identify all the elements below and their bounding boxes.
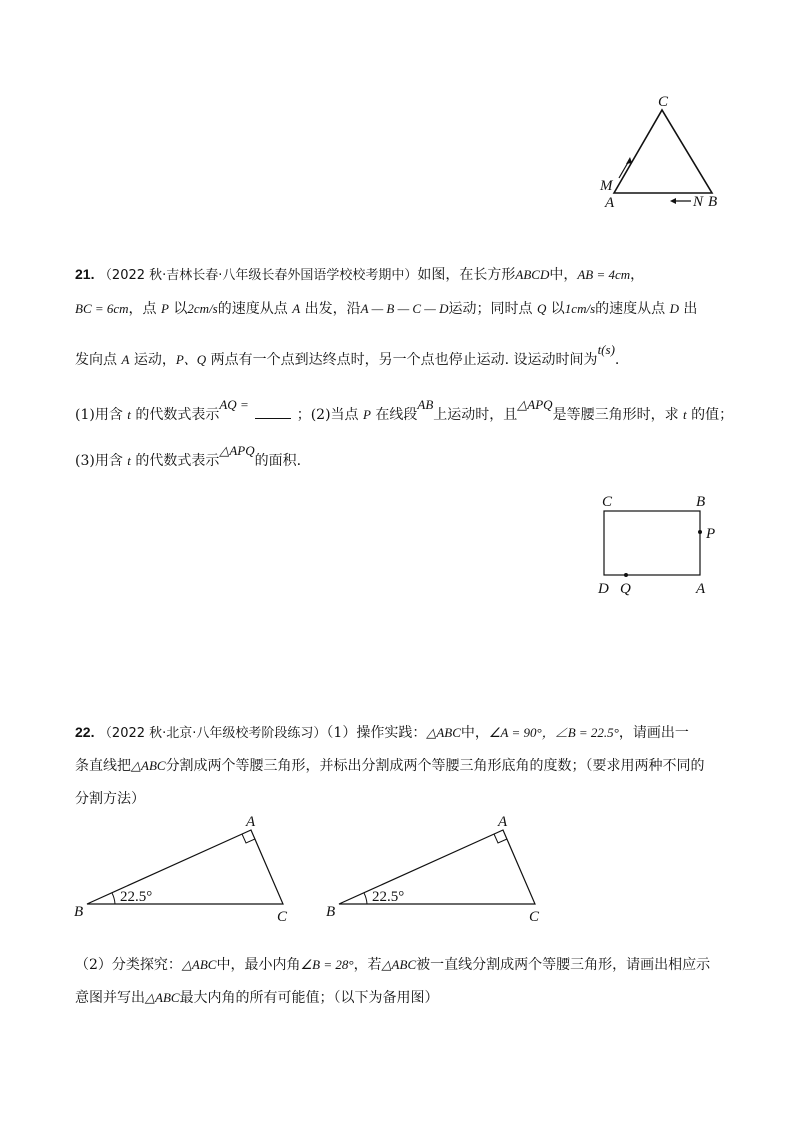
label-b: B (708, 194, 718, 210)
q22-text: 意图并写出 (75, 990, 145, 1006)
figure-triangle-left (70, 810, 300, 925)
triangle-abc-outline (614, 110, 712, 193)
label-angle: 22.5° (120, 889, 153, 905)
label-a: A (605, 195, 615, 211)
label-c: C (658, 94, 669, 110)
q21-math: A — B — C — D (360, 301, 449, 316)
q22-text: （2）分类探究： (75, 957, 182, 973)
point-q (624, 573, 628, 577)
q21-math: △APQ (219, 443, 255, 458)
label-c: C (277, 909, 288, 925)
angle-arc (364, 893, 367, 904)
q22-text: 分割方法） (75, 791, 145, 807)
q21-text: 的速度从点 (217, 301, 293, 317)
q22-text: ，请画出一 (618, 725, 689, 741)
q21-line-2 (75, 299, 740, 319)
q21-math: P (363, 407, 371, 422)
q22-text: 分割成两个等腰三角形，并标出分割成两个等腰三角形底角的度数；（要求用两种不同的 (165, 758, 705, 774)
point-p (698, 530, 702, 534)
answer-blank[interactable] (255, 404, 291, 419)
q21-math: t(s) (597, 342, 615, 357)
q21-math: A (292, 301, 301, 316)
label-b: B (326, 904, 336, 920)
q21-text: 的值； (686, 407, 734, 423)
label-b: B (74, 904, 84, 920)
q21-math: t (683, 407, 687, 422)
q21-math: AB = 4cm (577, 267, 631, 282)
q21-text: 的代数式表示 (130, 407, 220, 423)
q22-text: ，若 (353, 957, 382, 973)
q21-math: AB (417, 397, 434, 412)
q22-math: △ABC (145, 990, 180, 1005)
q21-math: D (669, 301, 679, 316)
q22-number: 22. (75, 724, 95, 740)
label-n: N (693, 194, 704, 210)
arrow-m-head (626, 157, 632, 164)
q22-text: 中， (460, 725, 489, 741)
q22-line-2 (75, 756, 740, 776)
label-a: A (246, 814, 256, 830)
label-d: D (598, 581, 609, 597)
q21-math: ABCD (515, 267, 550, 282)
q21-text: (1)用含 (75, 407, 128, 423)
q22-text: 条直线把 (75, 758, 131, 774)
q22-text: 最大内角的所有可能值；（以下为备用图） (179, 990, 439, 1006)
q21-text: 运动；同时点 (448, 301, 537, 317)
q21-text: ， (630, 267, 645, 283)
q21-text: ，点 (128, 301, 161, 317)
q22-part-2-line-1 (75, 955, 740, 975)
q21-math: 2cm/s (187, 301, 218, 316)
q22-math: ∠A = 90°，∠B = 22.5° (488, 725, 619, 740)
q22-text: （1）操作实践： (326, 725, 427, 741)
q21-math: Q (536, 301, 547, 316)
q21-part-3 (75, 443, 740, 471)
q22-math: △ABC (181, 957, 217, 972)
label-c: C (529, 909, 540, 925)
q21-text: . (614, 352, 620, 368)
q21-text: 如图，在长方形 (417, 267, 516, 283)
q22-math: △ABC (381, 957, 417, 972)
q21-text: (3)用含 (75, 453, 128, 469)
triangle-outline (339, 830, 535, 904)
q21-text: 的面积. (254, 453, 302, 469)
q21-math: 1cm/s (564, 301, 596, 316)
q21-math: △APQ (517, 397, 553, 412)
q21-text: 两点有一个点到达终点时，另一个点也停止运动. 设运动时间为 (206, 352, 598, 368)
q21-text: 发向点 (75, 352, 122, 368)
q21-source: （2022 秋·吉林长春·八年级长春外国语学校校考期中） (98, 268, 418, 283)
q21-text: 出 (678, 301, 698, 317)
label-b: B (696, 494, 706, 510)
q21-number: 21. (75, 266, 95, 282)
rectangle-outline (604, 511, 700, 575)
label-p: P (706, 526, 716, 542)
q21-math: BC = 6cm (75, 301, 129, 316)
label-angle: 22.5° (372, 889, 405, 905)
q21-text: 是等腰三角形时，求 (552, 407, 684, 423)
q21-text: 以 (546, 301, 565, 317)
q21-math: P (161, 301, 169, 316)
q21-text: 上运动时，且 (433, 407, 518, 423)
q21-text: 中， (549, 267, 578, 283)
q21-text: 出发，沿 (300, 301, 361, 317)
label-a: A (696, 581, 706, 597)
q21-math: A (121, 352, 130, 367)
q21-part-1-2 (75, 397, 740, 425)
figure-triangle-mn (595, 92, 725, 212)
figure-triangle-right (322, 810, 552, 925)
q22-source: （2022 秋·北京·八年级校考阶段练习） (98, 726, 327, 741)
label-q: Q (620, 581, 631, 597)
angle-arc (112, 893, 115, 904)
label-a: A (498, 814, 508, 830)
q22-math: ∠B = 28° (300, 957, 354, 972)
q22-part-2-line-2 (75, 988, 740, 1008)
q22-math: △ABC (131, 758, 166, 773)
triangle-outline (87, 830, 283, 904)
q21-math: t (127, 453, 131, 468)
label-c: C (602, 494, 613, 510)
q21-line-1 (75, 264, 740, 286)
q22-math: △ABC (426, 725, 461, 740)
q21-math: t (127, 407, 131, 422)
figure-rectangle-abcd (592, 490, 727, 600)
q21-math: P、Q (175, 352, 207, 367)
q21-math: AQ = (219, 397, 249, 412)
q21-text: 的代数式表示 (130, 453, 220, 469)
q21-text: 的速度从点 (595, 301, 670, 317)
q21-line-3 (75, 342, 740, 370)
q21-text: 运动， (129, 352, 176, 368)
q22-text: 被一直线分割成两个等腰三角形，请画出相应示 (416, 957, 711, 973)
q22-line-1 (75, 722, 740, 744)
q22-line-3 (75, 789, 740, 809)
q21-text: ；(2)当点 (296, 407, 363, 423)
q22-text: 中，最小内角 (216, 957, 301, 973)
q21-text: 以 (168, 301, 188, 317)
arrow-n-head (670, 198, 676, 204)
q21-text: 在线段 (370, 407, 418, 423)
label-m: M (600, 178, 613, 194)
